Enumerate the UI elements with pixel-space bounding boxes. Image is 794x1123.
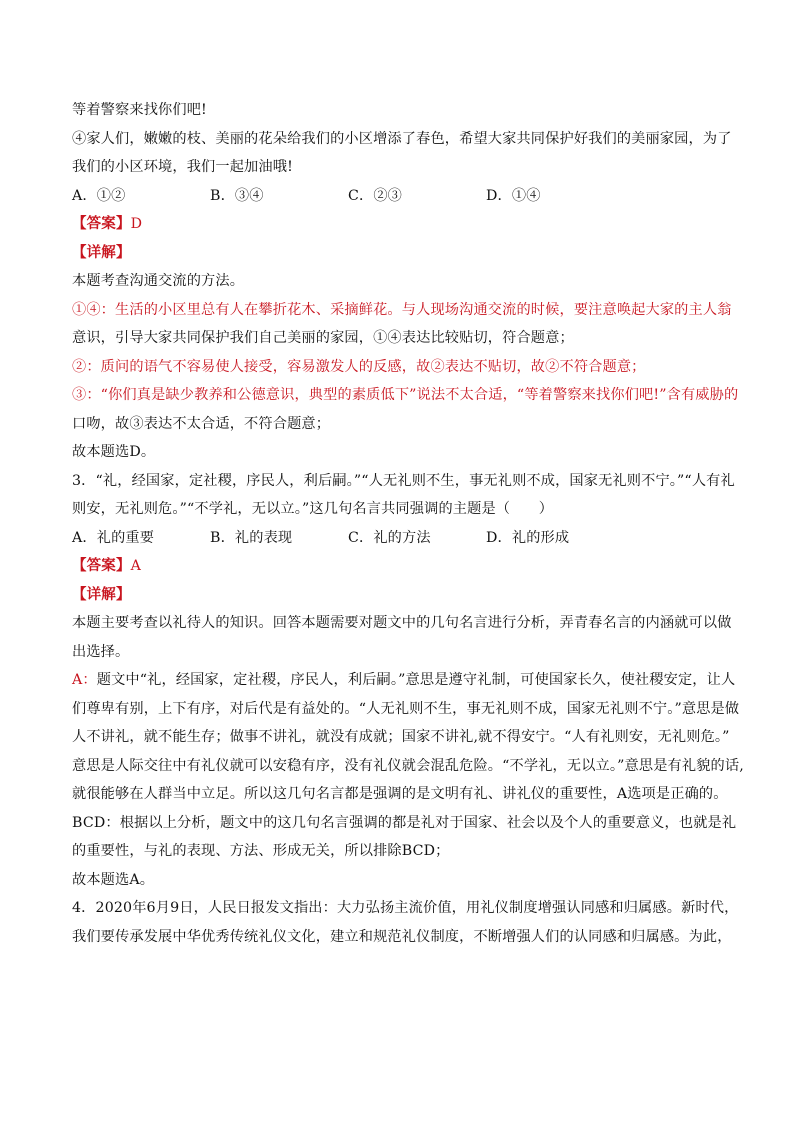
q2-choice-d: D．①④ <box>486 187 541 204</box>
q3-analysis-line: BCD：根据以上分析，题文中的这几句名言强调的都是礼对于国家、社会以及个人的重要意义，也就是礼 <box>72 814 737 831</box>
q3-analysis-a-first <box>72 666 736 695</box>
q2-choice-a: A．①② <box>72 187 126 204</box>
q2-explain-0: 本题考查沟通交流的方法。 <box>72 273 245 289</box>
q3-analysis-a-first-text: 题文中“礼，经国家，定社稷，序民人，利后嗣。”意思是遵守礼制，可使国家长久，使社稷安定，让人 <box>96 672 736 688</box>
q2-explain-4: ③：“你们真是缺少教养和公德意识，典型的素质低下”说法不太合适，“等着警察来找你们吧!”含有威胁的 <box>72 387 739 403</box>
q3-analysis-a-label: A： <box>72 672 97 688</box>
q2-option4-line1: ④家人们，嫩嫩的枝、美丽的花朵给我们的小区增添了春色，希望大家共同保护好我们的美丽家园，为了 <box>72 130 732 147</box>
q2-choices <box>72 182 722 211</box>
q3-analysis-line: 意思是人际交往中有礼仪就可以安稳有序，没有礼仪就会混乱危险。“不学礼，无以立。”意思是有礼貌的话, <box>72 757 744 774</box>
q2-explain-3: ②：质问的语气不容易使人接受，容易激发人的反感，故②表达不贴切，故②不符合题意； <box>72 358 646 375</box>
q2-explain-1: ①④：生活的小区里总有人在攀折花木、采摘鲜花。与人现场沟通交流的时候，要注意唤起大家的主人翁 <box>72 301 732 318</box>
q2-choice-c: C．②③ <box>348 187 403 204</box>
q3-answer-value: A <box>130 558 142 574</box>
q2-explain-2: 意识，引导大家共同保护我们自己美丽的家园，①④表达比较贴切，符合题意； <box>72 330 574 346</box>
q2-option4-line2: 我们的小区环境，我们一起加油哦! <box>72 159 293 175</box>
q3-analysis-line: 人不讲礼，就不能生存；做事不讲礼，就没有成就；国家不讲礼,就不得安宁。“人有礼则安，无礼则危。” <box>72 729 730 745</box>
q3-intro-1: 出选择。 <box>72 643 130 660</box>
q2-explain-5: 口吻，故③表达不太合适，不符合题意； <box>72 415 331 432</box>
q3-analysis-line: 的重要性，与礼的表现、方法、形成无关，所以排除BCD； <box>72 843 450 859</box>
q3-stem-line1: 3．“礼，经国家，定社稷，序民人，利后嗣。”“人无礼则不生，事无礼则不成，国家无礼则不宁。”“人有礼 <box>72 472 735 489</box>
q3-analysis-line: 故本题选A。 <box>72 871 155 888</box>
q3-choice-a: A．礼的重要 <box>72 529 155 546</box>
q2-answer-value: D <box>130 216 143 232</box>
q2-answer-tag: 【答案】 <box>72 216 131 232</box>
q4-line2: 我们要传承发展中华优秀传统礼仪文化，建立和规范礼仪制度，不断增强人们的认同感和归属感。为此， <box>72 928 732 945</box>
q2-answer <box>72 210 722 239</box>
q3-intro-0: 本题主要考查以礼待人的知识。回答本题需要对题文中的几句名言进行分析，弄青春名言的内涵就可以做 <box>72 615 732 631</box>
q3-stem-line2: 则安，无礼则危。”“不学礼，无以立。”这几句名言共同强调的主题是（ ） <box>72 501 554 517</box>
q3-answer-tag: 【答案】 <box>72 558 131 574</box>
q3-answer <box>72 552 722 581</box>
q3-choice-b: B．礼的表现 <box>210 529 293 546</box>
q3-analysis-line: 就很能够在人群当中立足。所以这几句名言都是强调的是文明有礼、讲礼仪的重要性，A选项是正确的。 <box>72 786 728 802</box>
q3-choices <box>72 524 722 553</box>
q3-analysis-line: 们尊卑有别，上下有序，对后代是有益处的。“人无礼则不生，事无礼则不成，国家无礼则不宁。”意思是做 <box>72 700 740 717</box>
q3-detail-tag: 【详解】 <box>72 586 131 603</box>
q2-choice-b: B．③④ <box>210 187 264 204</box>
q3-choice-d: D．礼的形成 <box>486 529 570 546</box>
document-page <box>72 96 744 951</box>
q4-line1: 4．2020年6月9日，人民日报发文指出：大力弘扬主流价值，用礼仪制度增强认同感和归属感。新时代， <box>72 900 739 916</box>
q2-explain-6: 故本题选D。 <box>72 444 156 460</box>
q2-detail-tag: 【详解】 <box>72 244 131 261</box>
q2-stem-tail: 等着警察来找你们吧! <box>72 102 207 118</box>
q3-choice-c: C．礼的方法 <box>348 529 431 546</box>
